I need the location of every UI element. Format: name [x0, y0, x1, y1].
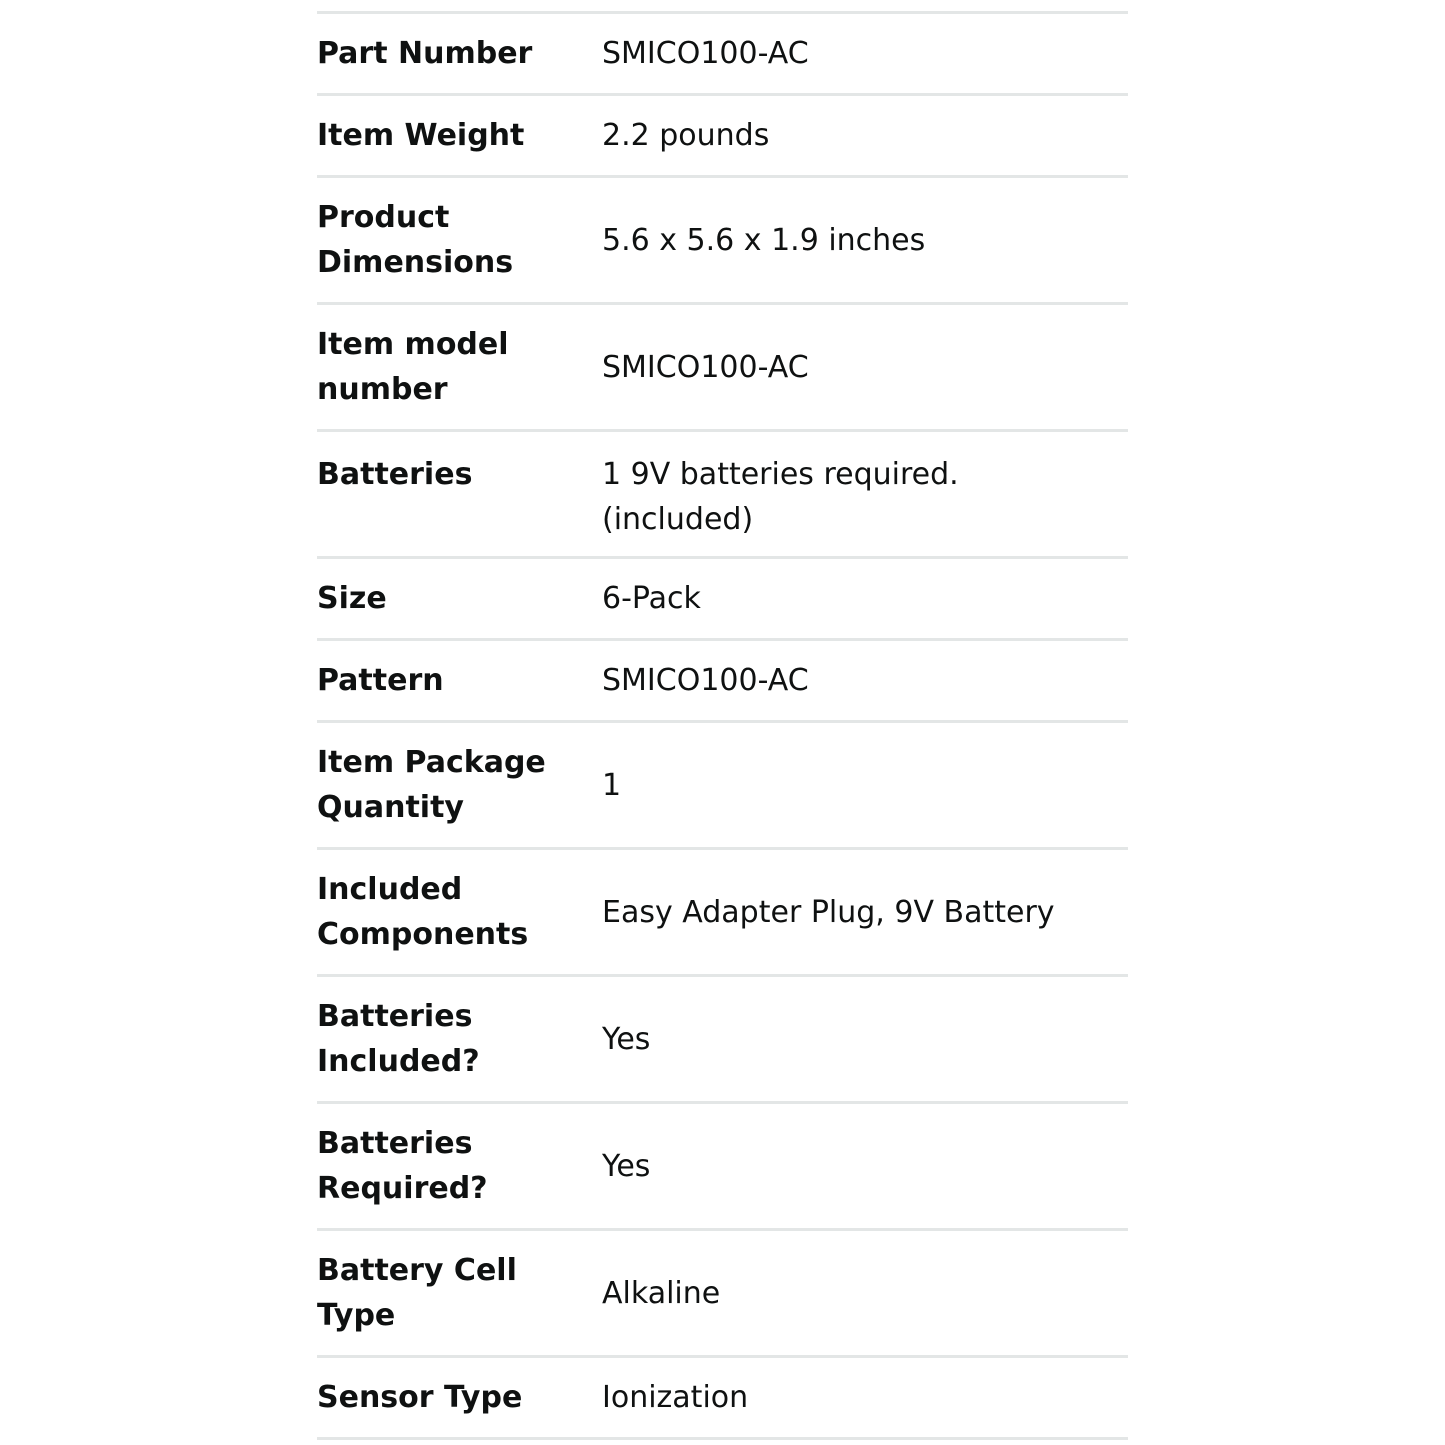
spec-label: Pattern [317, 663, 444, 698]
spec-value: 2.2 pounds [602, 118, 770, 153]
product-details-table [317, 11, 1128, 1440]
spec-value: 6-Pack [602, 581, 701, 616]
spec-label: Batteries Required? [317, 1126, 488, 1206]
table-row [317, 850, 1128, 977]
table-row [317, 432, 1128, 559]
spec-label: Sensor Type [317, 1380, 523, 1415]
spec-label: Size [317, 581, 387, 616]
spec-label: Included Components [317, 872, 529, 952]
spec-value: Yes [602, 1021, 651, 1057]
spec-label: Product Dimensions [317, 200, 514, 280]
spec-value: 1 [602, 767, 622, 803]
table-row [317, 1104, 1128, 1231]
spec-value: SMICO100-AC [602, 36, 809, 71]
spec-value: Ionization [602, 1380, 749, 1415]
table-row [317, 559, 1128, 641]
spec-value: Yes [602, 1148, 651, 1184]
table-row [317, 96, 1128, 178]
table-row [317, 1231, 1128, 1358]
table-row [317, 178, 1128, 305]
spec-value: 1 9V batteries required. (included) [602, 457, 959, 537]
spec-label: Item Weight [317, 118, 525, 153]
spec-value: SMICO100-AC [602, 663, 809, 698]
spec-label: Battery Cell Type [317, 1253, 517, 1333]
spec-label: Item model number [317, 327, 509, 407]
table-row [317, 1358, 1128, 1440]
table-row [317, 305, 1128, 432]
table-row [317, 977, 1128, 1104]
table-row [317, 641, 1128, 723]
table-row [317, 14, 1128, 96]
spec-label: Part Number [317, 36, 533, 71]
spec-value: Easy Adapter Plug, 9V Battery [602, 894, 1055, 930]
spec-value: Alkaline [602, 1275, 721, 1311]
spec-value: 5.6 x 5.6 x 1.9 inches [602, 222, 926, 258]
table-row [317, 723, 1128, 850]
spec-label: Batteries Included? [317, 999, 480, 1079]
spec-value: SMICO100-AC [602, 349, 809, 385]
spec-label: Item Package Quantity [317, 745, 546, 825]
spec-label: Batteries [317, 457, 473, 492]
